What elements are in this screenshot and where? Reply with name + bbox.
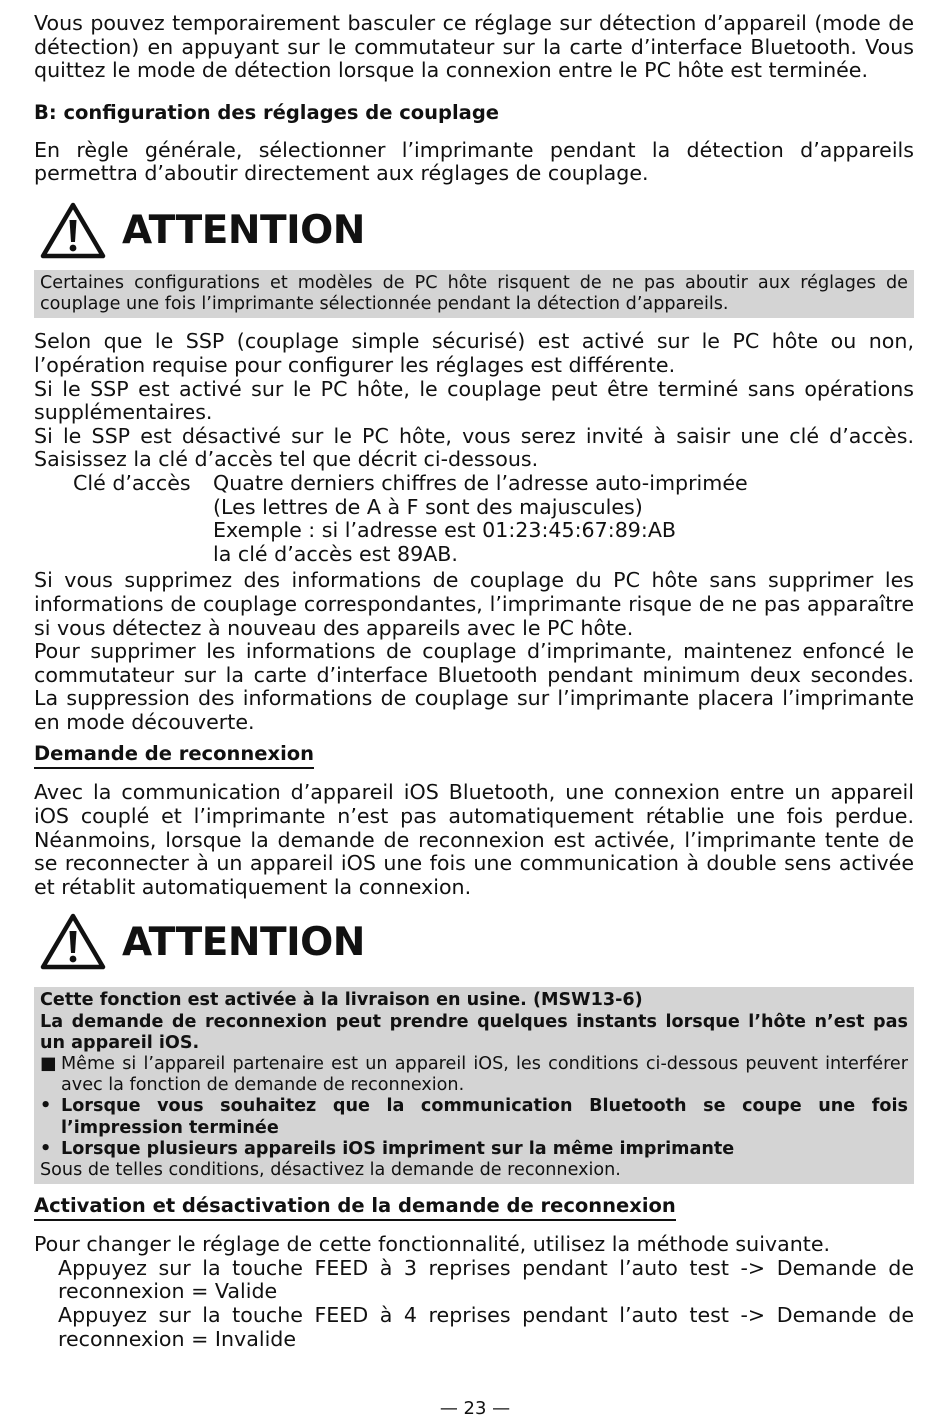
passkey-block — [34, 472, 914, 566]
attention-bold-line-1: Cette fonction est activée à la livraison en usine. (MSW13-6) — [40, 990, 643, 1011]
attention-bold-line-2: La demande de reconnexion peut prendre quelques instants lorsque l’hôte n’est pas un appareil iOS. — [40, 1011, 908, 1053]
dot-bullet-icon: • — [40, 1138, 52, 1159]
passkey-line: Quatre derniers chiffres de l’adresse auto-imprimée — [213, 470, 748, 495]
attention-box-2 — [34, 987, 914, 1184]
passkey-line: la clé d’accès est 89AB. — [213, 541, 458, 566]
attention-text-1: Certaines configurations et modèles de PC hôte risquent de ne pas aboutir aux réglages de couplage une fois l’imprimante sélectionnée pendant la détection d’appareils. — [40, 272, 908, 315]
square-bullet-text: Même si l’appareil partenaire est un appareil iOS, les conditions ci-dessous peuvent interférer avec la fonction de demande de reconnexion. — [61, 1054, 908, 1096]
attention-closing-line: Sous de telles conditions, désactivez la demande de reconnexion. — [40, 1160, 621, 1181]
manual-page — [34, 12, 914, 1351]
passkey-line: (Les lettres de A à F sont des majuscules) — [213, 494, 643, 519]
attention-header-2 — [34, 911, 914, 973]
activation-step: Appuyez sur la touche FEED à 3 reprises pendant l’auto test -> Demande de reconnexion = Valide — [58, 1255, 914, 1304]
dot-bullet-icon: • — [40, 1096, 52, 1117]
attention-header-1 — [34, 200, 914, 262]
attention-title-1: ATTENTION — [122, 208, 365, 254]
passkey-line: Exemple : si l’adresse est 01:23:45:67:89:AB — [213, 518, 677, 543]
attention-title-2: ATTENTION — [122, 919, 365, 965]
square-bullet-icon: ■ — [40, 1054, 57, 1075]
ssp-paragraph-1: Selon que le SSP (couplage simple sécurisé) est activé sur le PC hôte ou non, l’opération requise pour configurer les réglages est différente. — [34, 329, 914, 377]
section-b-title: B: configuration des réglages de couplage — [34, 100, 500, 124]
ssp-paragraph-2: Si le SSP est activé sur le PC hôte, le couplage peut être terminé sans opérations supplémentaires. — [34, 376, 914, 425]
page-number: — 23 — — [439, 1398, 511, 1419]
activation-title: Activation et désactivation de la demande de reconnexion — [34, 1194, 676, 1221]
dot-bullet-item — [40, 1096, 908, 1138]
section-b-paragraph: En règle générale, sélectionner l’imprimante pendant la détection d’appareils permettra d’aboutir directement aux réglages de couplage. — [34, 137, 914, 186]
warning-triangle-icon — [40, 913, 106, 971]
intro-paragraph: Vous pouvez temporairement basculer ce réglage sur détection d’appareil (mode de détection) en appuyant sur le commutateur sur la carte d’interface Bluetooth. Vous quittez le mode de détection lorsque la connexion entre le PC hôte est terminée. — [34, 11, 914, 83]
ssp-paragraph-3: Si le SSP est désactivé sur le PC hôte, vous serez invité à saisir une clé d’accès. Saisissez la clé d’accès tel que décrit ci-dessous. — [34, 423, 914, 472]
delete-pairing-paragraph: Pour supprimer les informations de couplage d’imprimante, maintenez enfoncé le commutateur sur la carte d’interface Bluetooth pendant minimum deux secondes. La suppression des informations de couplage sur l’imprimante placera l’imprimante en mode découverte. — [34, 639, 914, 734]
activation-paragraph: Pour changer le réglage de cette fonctionnalité, utilisez la méthode suivante. — [34, 1232, 831, 1257]
passkey-description — [213, 472, 748, 566]
passkey-label: Clé d’accès — [73, 470, 191, 495]
activation-step: Appuyez sur la touche FEED à 4 reprises pendant l’auto test -> Demande de reconnexion = Invalide — [58, 1303, 914, 1351]
dot-bullet-text: Lorsque vous souhaitez que la communication Bluetooth se coupe une fois l’impression terminée — [61, 1096, 908, 1138]
delete-info-paragraph: Si vous supprimez des informations de couplage du PC hôte sans supprimer les informations de couplage correspondantes, l’imprimante risque de ne pas apparaître si vous détectez à nouveau des appareils avec le PC hôte. — [34, 568, 914, 640]
reconnect-paragraph: Avec la communication d’appareil iOS Bluetooth, une connexion entre un appareil iOS couplé et l’imprimante n’est pas automatiquement rétablie une fois perdue. Néanmoins, lorsque la demande de reconnexion est activée, l’imprimante tente de se reconnecter à un appareil iOS une fois une communication à double sens activée et rétablit automatiquement la connexion. — [34, 780, 914, 899]
warning-triangle-icon — [40, 202, 106, 260]
square-bullet-item — [40, 1054, 908, 1096]
dot-bullet-item — [40, 1139, 908, 1160]
reconnect-title: Demande de reconnexion — [34, 742, 314, 769]
attention-box-1 — [34, 270, 914, 318]
dot-bullet-text: Lorsque plusieurs appareils iOS impriment sur la même imprimante — [61, 1138, 735, 1159]
